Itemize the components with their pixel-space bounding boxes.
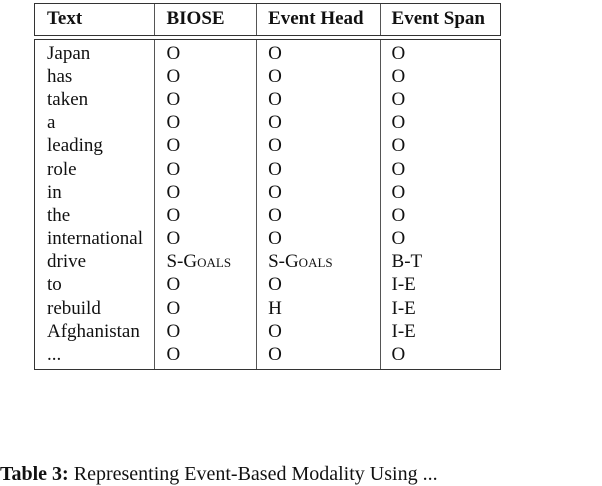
table-row: [35, 112, 500, 135]
table-cell: O: [268, 112, 282, 134]
table-cell: O: [166, 344, 181, 366]
table-cell: to: [47, 274, 62, 296]
table-cell: O: [268, 135, 282, 157]
table-cell: O: [391, 88, 406, 110]
table-row: [35, 204, 500, 227]
table-row: [35, 135, 500, 158]
table-cell: Japan: [47, 42, 91, 64]
table-cell: O: [268, 88, 282, 110]
table-cell: in: [47, 181, 62, 203]
header-biose: BIOSE: [166, 8, 225, 29]
table-cell: the: [47, 204, 71, 226]
table-cell: O: [391, 158, 406, 180]
table-cell: O: [391, 204, 406, 226]
table-cell: O: [268, 158, 282, 180]
table-cell: O: [166, 42, 181, 64]
table-cell: O: [166, 112, 181, 134]
table-cell: Afghanistan: [47, 320, 140, 342]
table-cell: O: [391, 228, 406, 250]
table-cell: H: [268, 297, 282, 319]
table-cell: O: [268, 65, 282, 87]
table-cell: O: [268, 181, 282, 203]
table-cell: O: [268, 228, 282, 250]
table-cell: O: [268, 344, 282, 366]
caption-label: Table 3:: [0, 463, 69, 485]
table-cell: taken: [47, 88, 89, 110]
table-body: [34, 39, 501, 370]
table-cell: O: [166, 88, 181, 110]
table-row: [35, 274, 500, 297]
table-cell: S-Goals: [166, 251, 232, 273]
table-header: [34, 3, 501, 36]
header-text: Text: [47, 8, 83, 29]
table-cell: ...: [47, 344, 62, 366]
table-cell: O: [166, 158, 181, 180]
table-cell: role: [47, 158, 77, 180]
table-cell: I-E: [391, 297, 416, 319]
table-cell: O: [391, 42, 406, 64]
table-cell: O: [391, 344, 406, 366]
table-cell: O: [391, 65, 406, 87]
table-cell: O: [166, 135, 181, 157]
table-cell: S-Goals: [268, 251, 333, 273]
table-cell: O: [268, 42, 282, 64]
table-cell: B-T: [391, 251, 423, 273]
table-row: [35, 158, 500, 181]
table-cell: leading: [47, 135, 103, 157]
table-cell: international: [47, 228, 144, 250]
table-cell: a: [47, 112, 56, 134]
table-cell: O: [391, 181, 406, 203]
table-cell: rebuild: [47, 297, 101, 319]
table-row: [35, 88, 500, 111]
annotation-table: [34, 3, 501, 370]
table-cell: drive: [47, 251, 87, 273]
table-cell: O: [166, 320, 181, 342]
table-cell: I-E: [391, 274, 416, 296]
caption-text: Representing Event-Based Modality Using ...: [73, 463, 438, 485]
header-event-head: Event Head: [268, 8, 364, 29]
table-row: [35, 251, 500, 274]
table-cell: O: [268, 204, 282, 226]
table-cell: O: [166, 228, 181, 250]
table-cell: O: [391, 112, 406, 134]
table-cell: I-E: [391, 320, 416, 342]
table-cell: O: [391, 135, 406, 157]
table-cell: O: [166, 204, 181, 226]
table-row: [35, 228, 500, 251]
table-cell: has: [47, 65, 73, 87]
table-row: [35, 42, 500, 65]
table-row: [35, 65, 500, 88]
table-row: [35, 181, 500, 204]
table-cell: O: [166, 297, 181, 319]
table-cell: O: [166, 274, 181, 296]
table-row: [35, 297, 500, 320]
table-row: [35, 343, 500, 366]
table-cell: O: [268, 274, 282, 296]
table-cell: O: [166, 65, 181, 87]
table-row: [35, 320, 500, 343]
table-caption: [0, 463, 438, 486]
table-cell: O: [166, 181, 181, 203]
table-cell: O: [268, 320, 282, 342]
header-event-span: Event Span: [391, 8, 485, 29]
